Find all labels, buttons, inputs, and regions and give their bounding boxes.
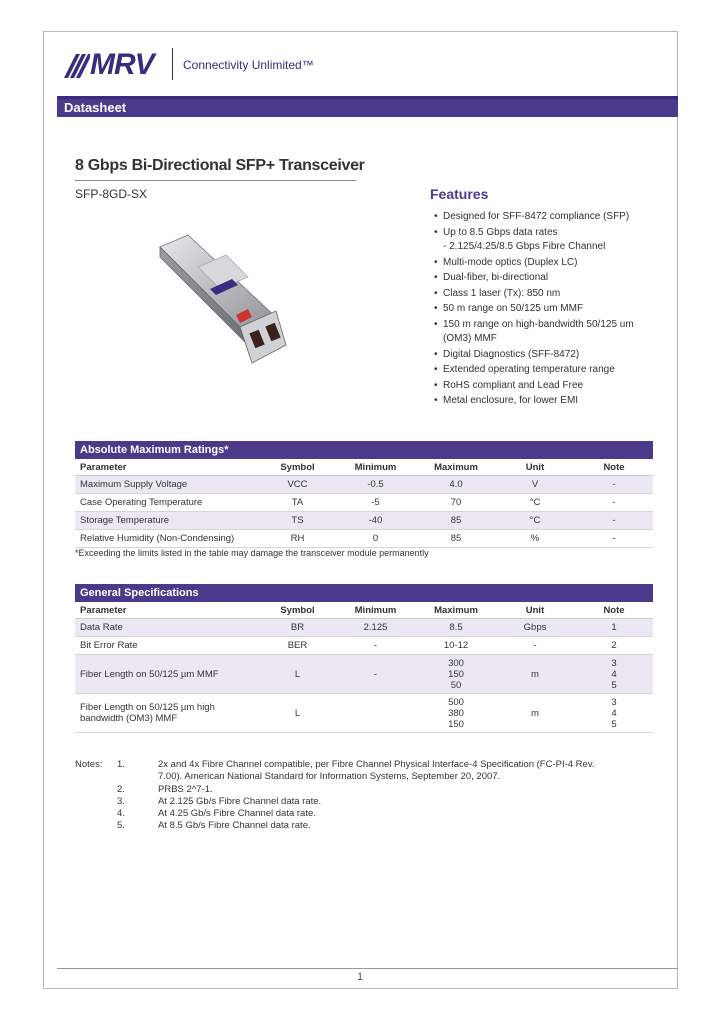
col-header: Minimum [334,459,417,476]
bullet-icon: • [434,348,438,360]
list-item [434,226,663,255]
list-item [434,302,663,317]
table-row [75,694,653,733]
feature-text: Metal enclosure, for lower EMI [443,395,579,406]
list-item [434,363,663,378]
table-row [75,637,653,655]
note-text: At 8.5 Gb/s Fibre Channel data rate. [158,820,311,831]
feature-text: Dual-fiber, bi-directional [443,272,549,283]
col-header: Minimum [334,602,417,619]
col-header: Note [575,602,653,619]
col-header: Unit [495,602,575,619]
title-underline [75,180,356,181]
bullet-icon: • [434,226,438,238]
list-item [434,348,663,363]
general-specs-title: General Specifications [75,584,653,602]
list-item [434,256,663,271]
cell: RH [261,530,334,548]
part-number: SFP-8GD-SX [75,187,148,201]
bullet-icon: • [434,364,438,375]
cell: 85 [417,530,495,548]
list-item [434,318,663,347]
cell: Storage Temperature [75,512,261,530]
table-row [75,655,653,694]
features-list [434,210,663,410]
col-header: Symbol [261,602,334,619]
features-title: Features [430,186,489,202]
cell: 3 4 5 [575,694,653,733]
cell: 2.125 [334,619,417,637]
cell [334,694,417,733]
abs-max-table [75,441,653,548]
cell: Fiber Length on 50/125 µm high bandwidth (OM3) MMF [75,694,261,733]
feature-text: Multi-mode optics (Duplex LC) [443,256,578,268]
note-text: 2x and 4x Fibre Channel compatible, per Fibre Channel Physical Interface-4 Specification (FC-PI-4 Rev. 7.00). American National Standard for Information Systems, September 20, 2007. [158,759,595,782]
col-header: Maximum [417,459,495,476]
col-header: Maximum [417,602,495,619]
note-number: 4. [117,808,125,819]
list-item [434,271,663,286]
list-item [434,210,663,225]
feature-text: Extended operating temperature range [443,364,615,375]
bullet-icon: • [434,211,438,222]
list-item [434,287,663,302]
transceiver-image-icon [148,227,298,377]
cell: -40 [334,512,417,530]
note-text: At 2.125 Gb/s Fibre Channel data rate. [158,796,322,807]
cell: 3 4 5 [575,655,653,694]
brand-logo: MRV [90,48,154,81]
cell: - [575,494,653,512]
col-header: Note [575,459,653,476]
bullet-icon: • [434,272,438,283]
cell: 4.0 [417,476,495,494]
cell: L [261,655,334,694]
feature-text: Designed for SFF-8472 compliance (SFP) [443,211,630,222]
bullet-icon: • [434,256,438,268]
logo-separator [172,48,173,80]
table-row [75,512,653,530]
cell: - [495,637,575,655]
cell: 300 150 50 [417,655,495,694]
footer-rule [57,968,678,969]
feature-text: 150 m range on high-bandwidth 50/125 um (OM3) MMF [443,318,634,344]
cell: m [495,655,575,694]
table-row [75,476,653,494]
page-number: 1 [357,971,364,983]
cell: VCC [261,476,334,494]
cell: TS [261,512,334,530]
cell: 0 [334,530,417,548]
list-item [434,379,663,394]
mrv-logo-icon [64,52,90,80]
abs-max-title: Absolute Maximum Ratings* [75,441,653,459]
cell: 85 [417,512,495,530]
cell: - [575,512,653,530]
cell: % [495,530,575,548]
cell: -5 [334,494,417,512]
cell: - [334,637,417,655]
note-number: 2. [117,784,125,795]
general-specs-table [75,584,653,733]
cell: - [575,476,653,494]
cell: BER [261,637,334,655]
cell: -0.5 [334,476,417,494]
feature-text: Digital Diagnostics (SFF-8472) [443,348,580,360]
cell: TA [261,494,334,512]
datasheet-label: Datasheet [64,100,127,115]
bullet-icon: • [434,379,438,391]
list-item [434,394,663,409]
cell: Maximum Supply Voltage [75,476,261,494]
notes-label: Notes: [75,759,103,770]
table-row [75,494,653,512]
note-text: At 4.25 Gb/s Fibre Channel data rate. [158,808,316,819]
table-row [75,619,653,637]
cell: °C [495,512,575,530]
col-header: Unit [495,459,575,476]
bullet-icon: • [434,303,438,314]
cell: Bit Error Rate [75,637,261,655]
note-text: PRBS 2^7-1. [158,784,213,795]
feature-text: RoHS compliant and Lead Free [443,379,584,391]
cell: Gbps [495,619,575,637]
feature-text: Up to 8.5 Gbps data rates - 2.125/4.25/8.5 Gbps Fibre Channel [443,226,606,252]
tagline: Connectivity Unlimited™ [183,58,314,72]
cell: - [575,530,653,548]
datasheet-bar [57,99,678,117]
note-number: 1. [117,759,125,770]
abs-max-footnote: *Exceeding the limits listed in the table may damage the transceiver module permanently [75,548,429,558]
feature-text: 50 m range on 50/125 um MMF [443,303,584,314]
col-header: Parameter [75,459,261,476]
table-row [75,530,653,548]
cell: m [495,694,575,733]
page-title: 8 Gbps Bi-Directional SFP+ Transceiver [75,157,365,174]
note-number: 5. [117,820,125,831]
cell: Case Operating Temperature [75,494,261,512]
note-number: 3. [117,796,125,807]
cell: 500 380 150 [417,694,495,733]
cell: Fiber Length on 50/125 µm MMF [75,655,261,694]
cell: °C [495,494,575,512]
feature-text: Class 1 laser (Tx): 850 nm [443,287,561,299]
bullet-icon: • [434,287,438,299]
col-header: Symbol [261,459,334,476]
cell: BR [261,619,334,637]
cell: - [334,655,417,694]
bullet-icon: • [434,318,438,330]
cell: V [495,476,575,494]
cell: 70 [417,494,495,512]
cell: 8.5 [417,619,495,637]
col-header: Parameter [75,602,261,619]
cell: 2 [575,637,653,655]
cell: Relative Humidity (Non-Condensing) [75,530,261,548]
cell: Data Rate [75,619,261,637]
cell: 1 [575,619,653,637]
bullet-icon: • [434,395,438,406]
cell: 10-12 [417,637,495,655]
cell: L [261,694,334,733]
